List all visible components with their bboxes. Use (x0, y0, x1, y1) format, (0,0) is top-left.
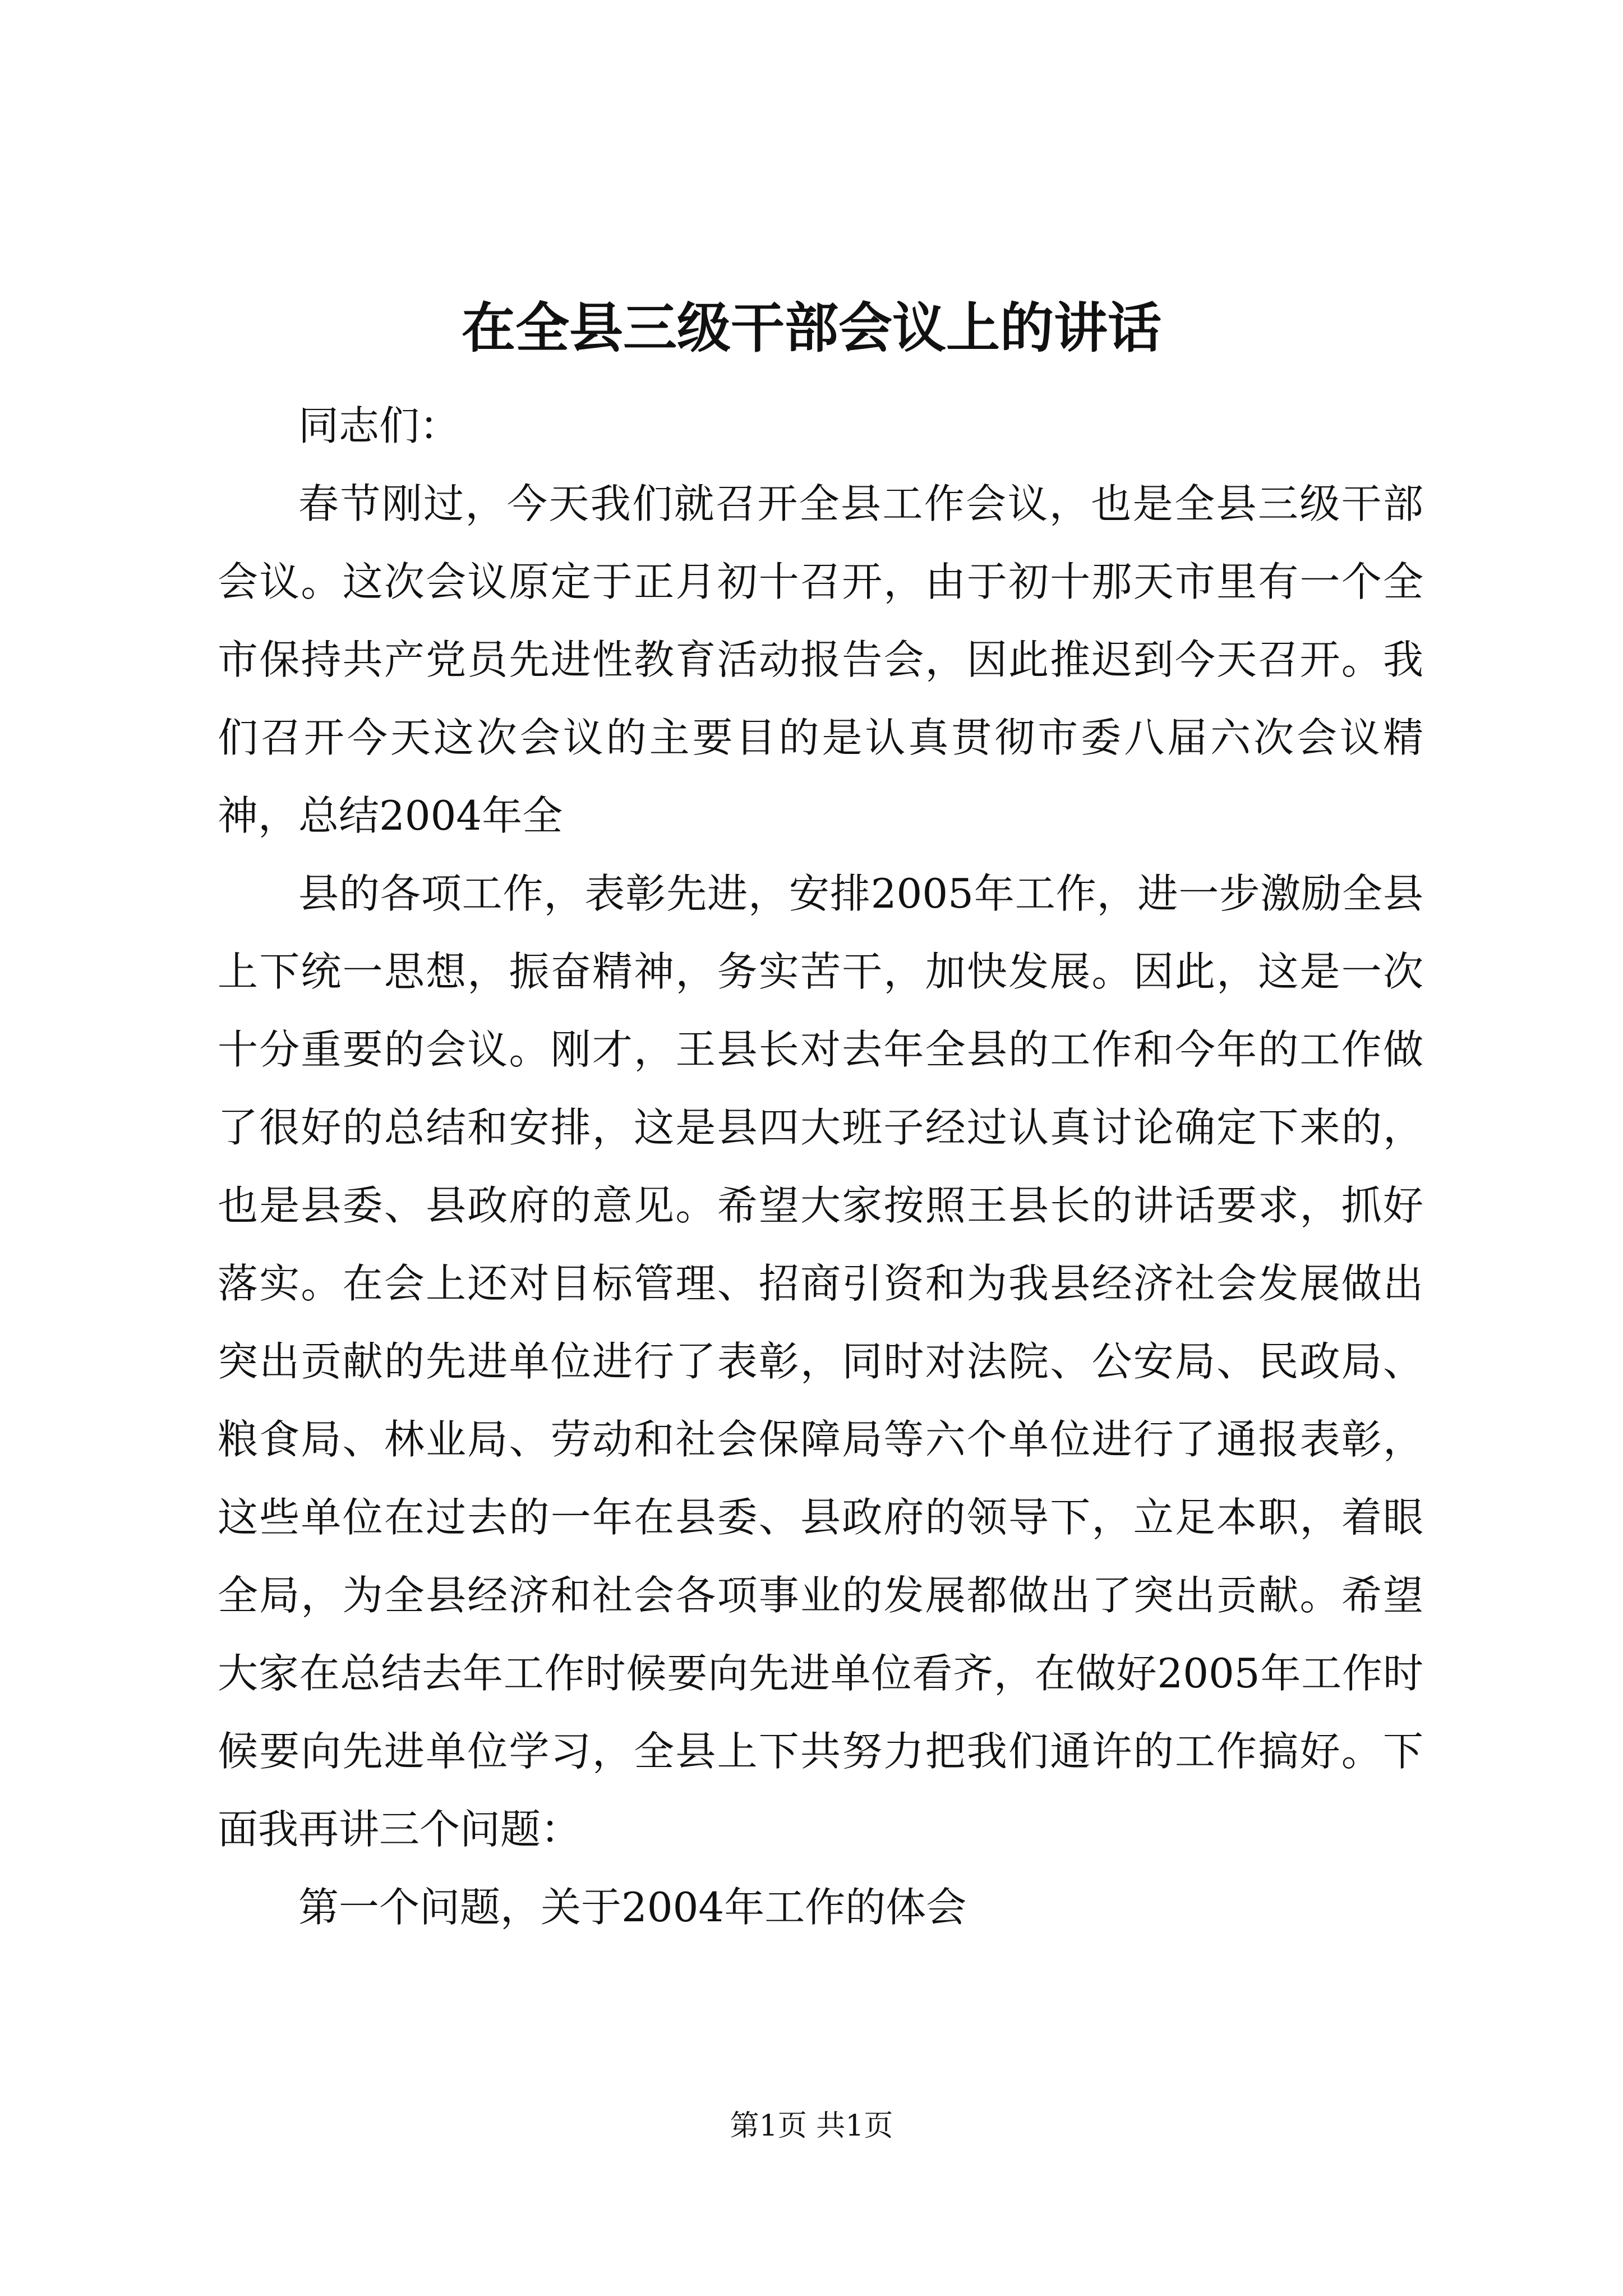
document-body (218, 387, 1423, 1947)
salutation-paragraph: 同志们： (298, 402, 460, 449)
document-title: 在全县三级干部会议上的讲话 (462, 296, 1161, 360)
body-paragraph: 春节刚过，今天我们就召开全县工作会议，也是全县三级干部会议。这次会议原定于正月初十召开，由于初十那天市里有一个全市保持共产党员先进性教育活动报告会，因此推迟到今天召开。我们召开今天这次会议的主要目的是认真贯彻市委八届六次会议精神，总结2004年全 (218, 480, 1423, 839)
section-heading-paragraph: 第一个问题，关于2004年工作的体会 (298, 1884, 967, 1931)
body-paragraph: 县的各项工作，表彰先进，安排2005年工作，进一步激励全县上下统一思想，振奋精神，务实苦干，加快发展。因此，这是一次十分重要的会议。刚才，王县长对去年全县的工作和今年的工作做了很好的总结和安排，这是县四大班子经过认真讨论确定下来的，也是县委、县政府的意见。希望大家按照王县长的讲话要求，抓好落实。在会上还对目标管理、招商引资和为我县经济社会发展做出突出贡献的先进单位进行了表彰，同时对法院、公安局、民政局、粮食局、林业局、劳动和社会保障局等六个单位进行了通报表彰，这些单位在过去的一年在县委、县政府的领导下，立足本职，着眼全局，为全县经济和社会各项事业的发展都做出了突出贡献。希望大家在总结去年工作时候要向先进单位看齐，在做好2005年工作时候要向先进单位学习，全县上下共努力把我们通许的工作搞好。下面我再讲三个问题： (218, 870, 1423, 1853)
page-footer: 第1页 共1页 (730, 2109, 893, 2143)
